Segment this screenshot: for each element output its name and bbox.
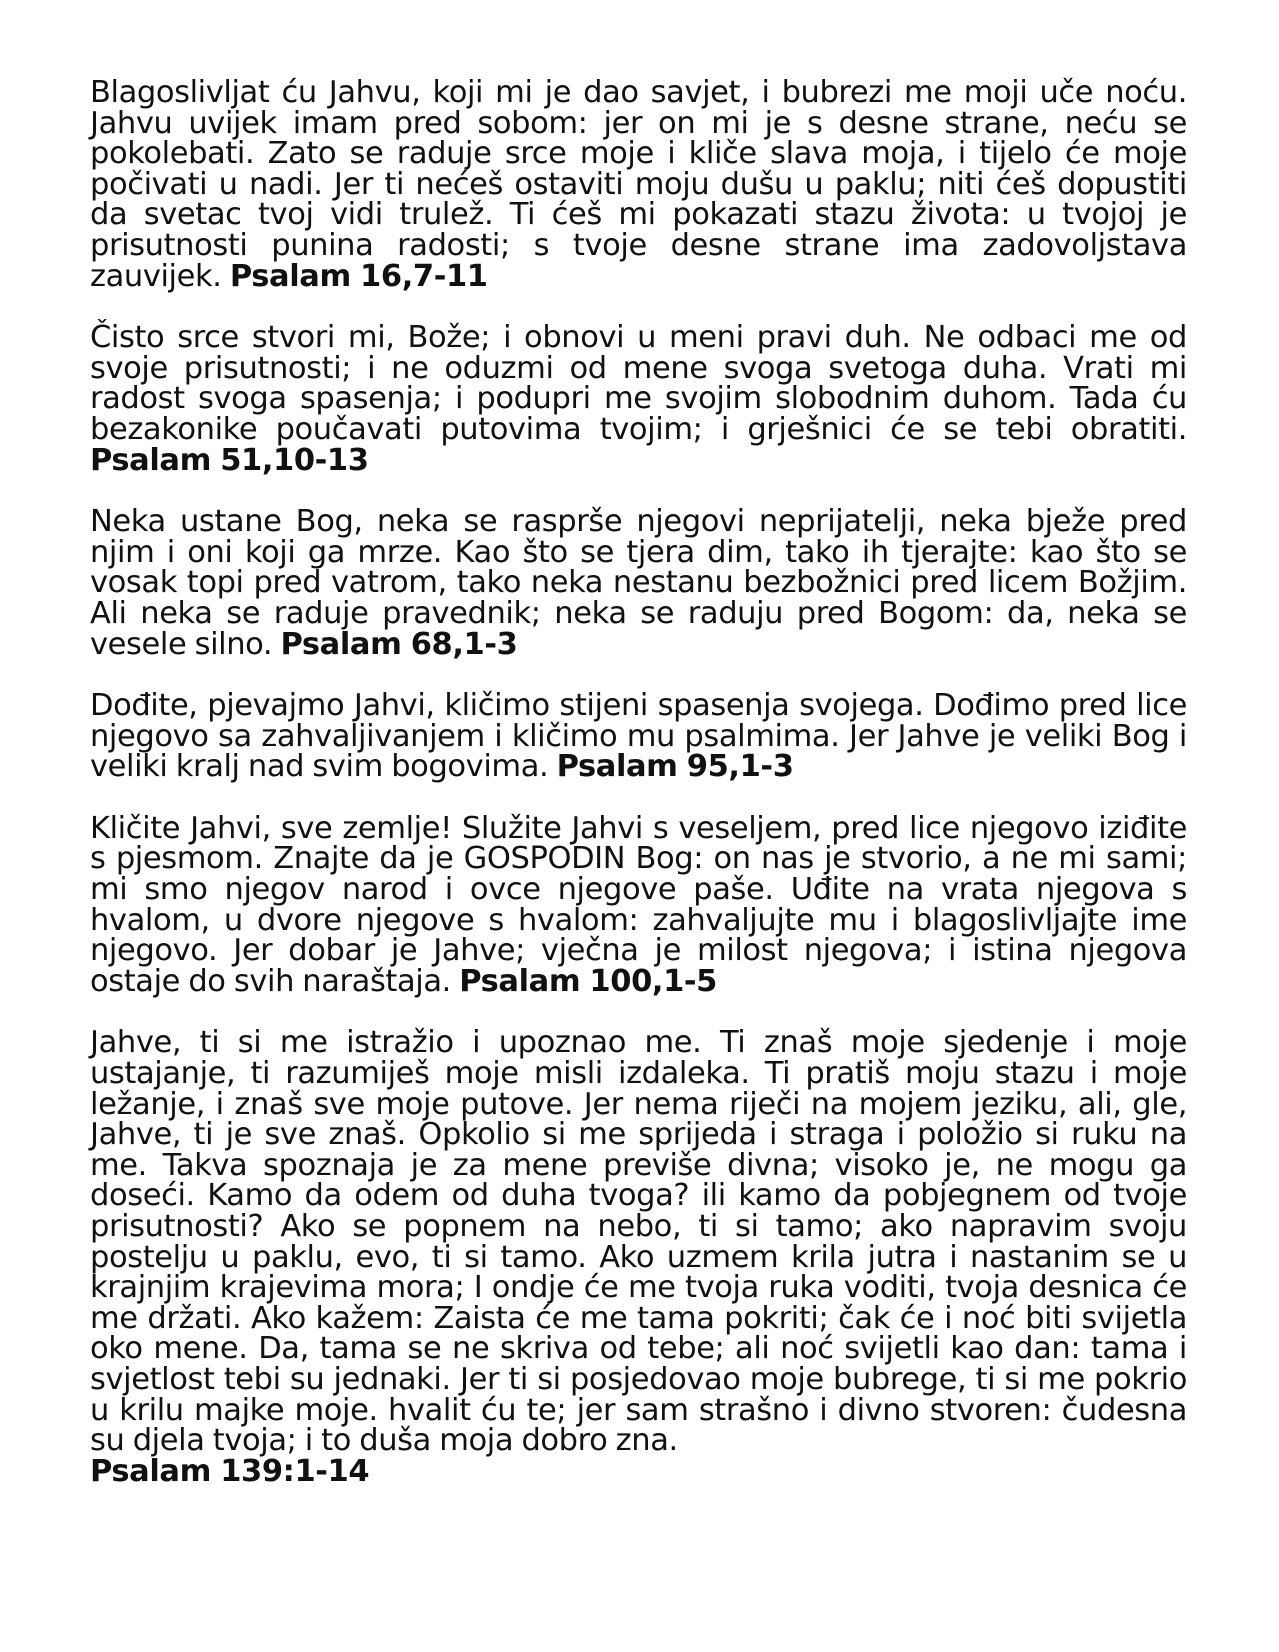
passage-reference: Psalam 95,1-3	[556, 749, 794, 785]
passage-text: Blagoslivljat ću Jahvu, koji mi je dao savjet, i bubrezi me moji uče noću. Jahvu uvijek imam pred sobom: jer on mi je s desne strane, neću se pokolebati. Zato se raduje srce moje i kliče slava moja, i tijelo će moje počivati u nadi. Jer ti nećeš ostaviti moju dušu u paklu; niti ćeš dopustiti da svetac tvoj vidi trulež. Ti ćeš mi pokazati stazu života: u tvojoj je prisutnosti punina radosti; s tvoje desne strane ima zadovoljstava zauvijek.	[90, 75, 1187, 294]
passage-reference: Psalam 139:1-14	[90, 1453, 370, 1489]
passage-psalm-16	[90, 75, 1187, 294]
passage-psalm-139	[90, 1025, 1187, 1489]
passage-psalm-51	[90, 320, 1187, 478]
passage-text: Neka ustane Bog, neka se raspršе njegovi neprijatelji, neka bježe pred njim i oni koji ga mrze. Kao što se tjera dim, tako ih tjerajte: kao što se vosak topi pred vatrom, tako neka nestanu bezbožnici pred licem Božjim. Ali neka se raduje pravednik; neka se raduju pred Bogom: da, neka se vesele silno.	[90, 504, 1187, 662]
passage-reference: Psalam 16,7-11	[229, 258, 488, 294]
psalm-passages	[90, 75, 1187, 1489]
passage-text: Jahve, ti si me istražio i upoznao me. Ti znaš moje sjedenje i moje ustajanje, ti razumiješ moje misli izdaleka. Ti pratiš moju stazu i moje ležanje, i znaš sve moje putove. Jer nema riječi na mojem jeziku, ali, gle, Jahve, ti je sve znaš. Opkolio si me sprijeda i straga i položio si ruku na me. Takva spoznaja je za mene previše divna; visoko je, ne mogu ga doseći. Kamo da odem od duha tvoga? ili kamo da pobjegnem od tvoje prisutnosti? Ako se popnem na nebo, ti si tamo; ako napravim svoju postelju u paklu, evo, ti si tamo. Ako uzmem krila jutra i nastanim se u krajnjim krajevima mora; I ondje će me tvoja ruka voditi, tvoja desnica će me držati. Ako kažem: Zaista će me tama pokriti; čak će i noć biti svijetla oko mene. Da, tama se ne skriva od tebe; ali noć svijetli kao dan: tama i svjetlost tebi su jednaki. Jer ti si posjedovao moje bubrege, ti si me pokrio u krilu majke moje. hvalit ću te; jer sam strašno i divno stvoren: čudesna su djela tvoja; i to duša moja dobro zna.	[90, 1025, 1187, 1459]
passage-psalm-95	[90, 688, 1187, 785]
passage-text: Čisto srce stvori mi, Bože; i obnovi u meni pravi duh. Ne odbaci me od svoje prisutnosti; i ne oduzmi od mene svoga svetoga duha. Vrati mi radost svoga spasenja; i podupri me svojim slobodnim duhom. Tada ću bezakonike poučavati putovima tvojim; i grješnici će se tebi obratiti.	[90, 320, 1187, 447]
passage-reference: Psalam 51,10-13	[90, 442, 369, 478]
passage-psalm-100	[90, 810, 1187, 999]
passage-reference: Psalam 100,1-5	[459, 963, 717, 999]
passage-reference: Psalam 68,1-3	[280, 626, 518, 662]
passage-text: Dođite, pjevajmo Jahvi, kličimo stijeni spasenja svojega. Dođimo pred lice njegovo sa zahvaljivanjem i kličimo mu psalmima. Jer Jahve je veliki Bog i veliki kralj nad svim bogovima.	[90, 688, 1187, 785]
passage-psalm-68	[90, 504, 1187, 662]
passage-text: Kličite Jahvi, sve zemlje! Služite Jahvi s veseljem, pred lice njegovo iziđite s pjesmom. Znajte da je GOSPODIN Bog: on nas je stvorio, a ne mi sami; mi smo njegov narod i ovce njegove paše. Uđite na vrata njegova s hvalom, u dvore njegove s hvalom: zahvaljujte mu i blagoslivljajte ime njegovo. Jer dobar je Jahve; vječna je milost njegova; i istina njegova ostaje do svih naraštaja.	[90, 810, 1187, 999]
